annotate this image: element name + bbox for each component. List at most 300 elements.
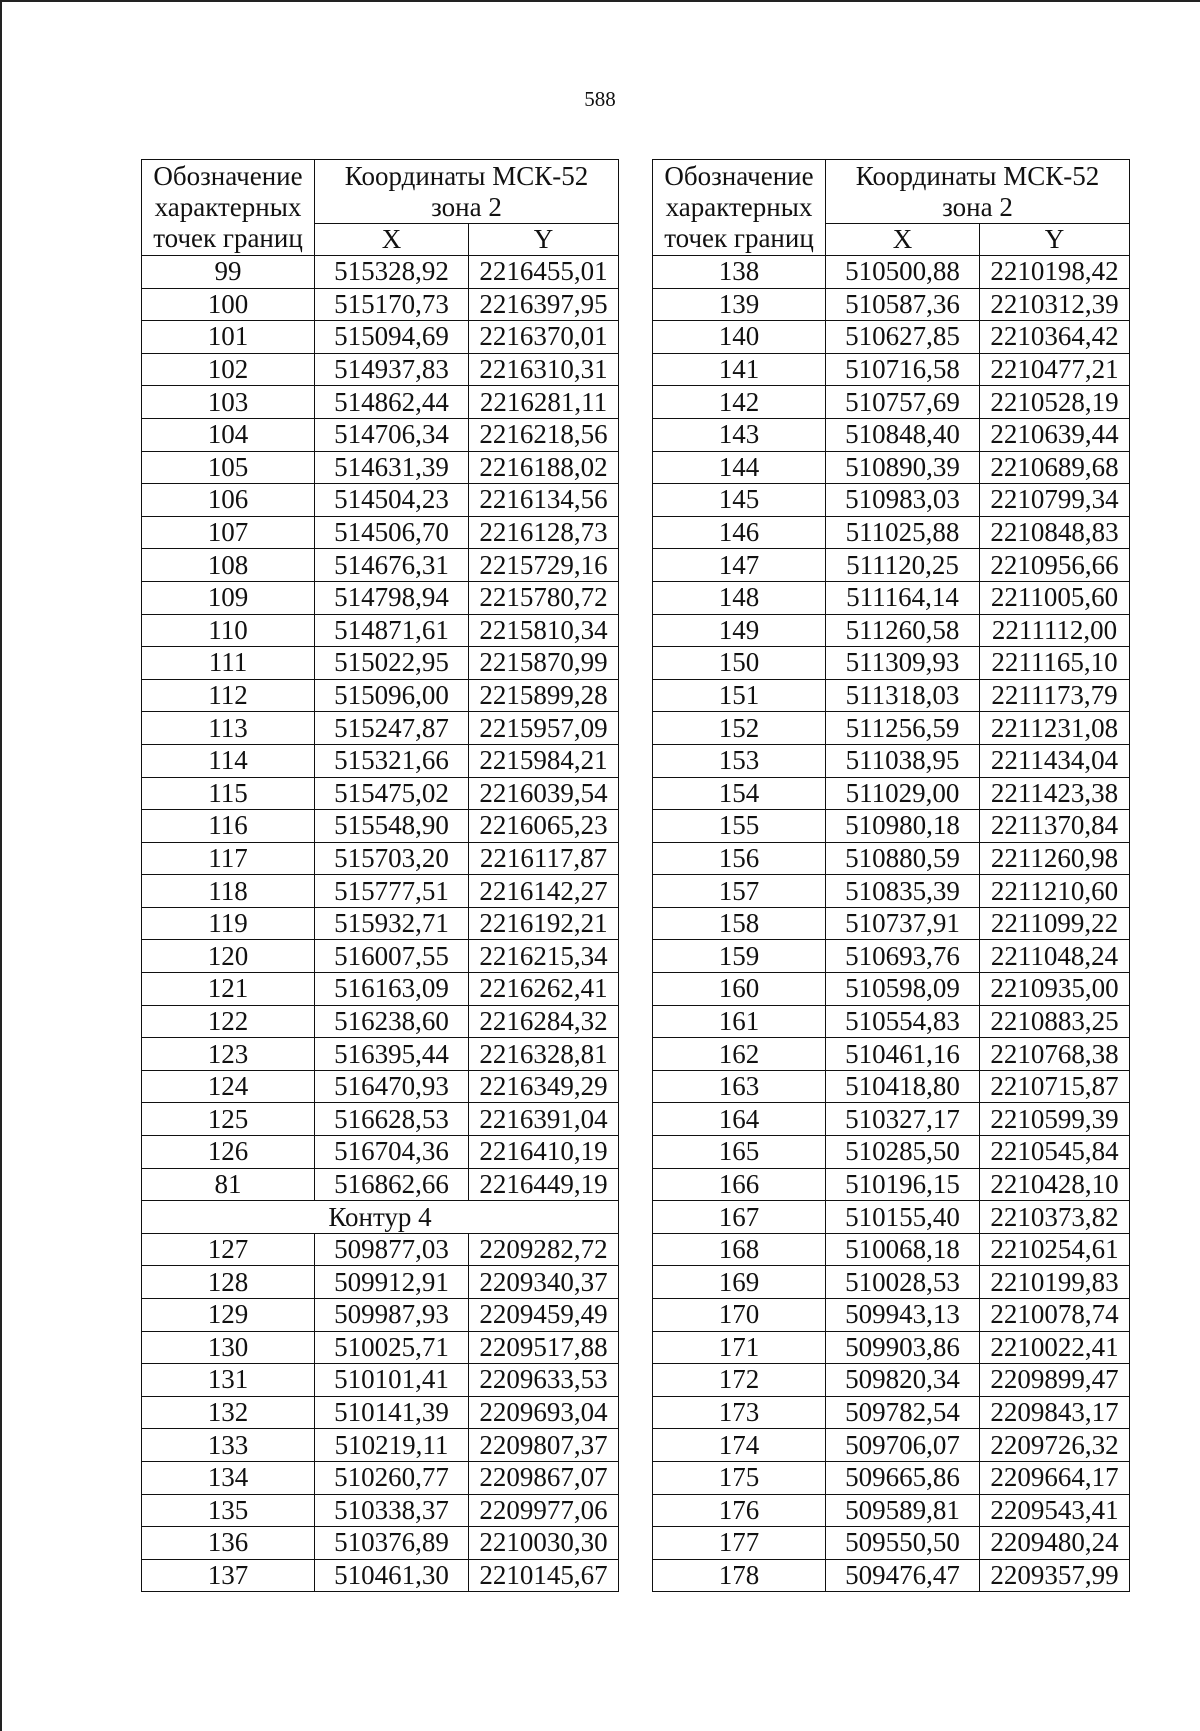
x-coordinate-cell: 515022,95 bbox=[315, 647, 469, 680]
table-body-left bbox=[142, 256, 619, 1592]
x-coordinate-cell: 516470,93 bbox=[315, 1070, 469, 1103]
y-coordinate-cell: 2209726,32 bbox=[980, 1429, 1130, 1462]
x-coordinate-cell: 514862,44 bbox=[315, 386, 469, 419]
table-row bbox=[142, 1364, 619, 1397]
y-coordinate-cell: 2209843,17 bbox=[980, 1396, 1130, 1429]
point-id-cell: 148 bbox=[653, 581, 826, 614]
x-coordinate-cell: 509589,81 bbox=[826, 1494, 980, 1527]
x-coordinate-cell: 516163,09 bbox=[315, 973, 469, 1006]
x-coordinate-cell: 511164,14 bbox=[826, 581, 980, 614]
point-id-cell: 129 bbox=[142, 1299, 315, 1332]
table-row bbox=[142, 1396, 619, 1429]
x-coordinate-cell: 510285,50 bbox=[826, 1136, 980, 1169]
y-coordinate-cell: 2216188,02 bbox=[469, 451, 619, 484]
table-row bbox=[142, 1461, 619, 1494]
point-id-cell: 108 bbox=[142, 549, 315, 582]
x-coordinate-cell: 510260,77 bbox=[315, 1461, 469, 1494]
point-id-cell: 177 bbox=[653, 1527, 826, 1560]
header-x: X bbox=[826, 224, 980, 256]
point-id-cell: 141 bbox=[653, 353, 826, 386]
y-coordinate-cell: 2216449,19 bbox=[469, 1168, 619, 1201]
y-coordinate-cell: 2209480,24 bbox=[980, 1527, 1130, 1560]
point-id-cell: 110 bbox=[142, 614, 315, 647]
x-coordinate-cell: 510890,39 bbox=[826, 451, 980, 484]
table-row bbox=[142, 1494, 619, 1527]
table-row bbox=[142, 973, 619, 1006]
point-id-cell: 146 bbox=[653, 516, 826, 549]
x-coordinate-cell: 510737,91 bbox=[826, 907, 980, 940]
x-coordinate-cell: 510587,36 bbox=[826, 288, 980, 321]
x-coordinate-cell: 511260,58 bbox=[826, 614, 980, 647]
point-id-cell: 158 bbox=[653, 907, 826, 940]
y-coordinate-cell: 2210768,38 bbox=[980, 1038, 1130, 1071]
y-coordinate-cell: 2216328,81 bbox=[469, 1038, 619, 1071]
table-row bbox=[142, 712, 619, 745]
x-coordinate-cell: 510757,69 bbox=[826, 386, 980, 419]
y-coordinate-cell: 2216349,29 bbox=[469, 1070, 619, 1103]
point-id-cell: 101 bbox=[142, 321, 315, 354]
point-id-cell: 135 bbox=[142, 1494, 315, 1527]
y-coordinate-cell: 2209357,99 bbox=[980, 1559, 1130, 1592]
x-coordinate-cell: 510716,58 bbox=[826, 353, 980, 386]
y-coordinate-cell: 2211005,60 bbox=[980, 581, 1130, 614]
x-coordinate-cell: 514676,31 bbox=[315, 549, 469, 582]
table-row bbox=[653, 451, 1130, 484]
x-coordinate-cell: 516007,55 bbox=[315, 940, 469, 973]
table-row bbox=[653, 777, 1130, 810]
table-row bbox=[653, 321, 1130, 354]
y-coordinate-cell: 2216192,21 bbox=[469, 907, 619, 940]
table-row bbox=[653, 1136, 1130, 1169]
point-id-cell: 170 bbox=[653, 1299, 826, 1332]
x-coordinate-cell: 511120,25 bbox=[826, 549, 980, 582]
table-row bbox=[142, 581, 619, 614]
y-coordinate-cell: 2210599,39 bbox=[980, 1103, 1130, 1136]
y-coordinate-cell: 2210799,34 bbox=[980, 484, 1130, 517]
table-row bbox=[653, 744, 1130, 777]
y-coordinate-cell: 2216218,56 bbox=[469, 418, 619, 451]
table-row bbox=[142, 1527, 619, 1560]
point-id-cell: 147 bbox=[653, 549, 826, 582]
y-coordinate-cell: 2215810,34 bbox=[469, 614, 619, 647]
point-id-cell: 102 bbox=[142, 353, 315, 386]
x-coordinate-cell: 511318,03 bbox=[826, 679, 980, 712]
table-row bbox=[142, 321, 619, 354]
y-coordinate-cell: 2210078,74 bbox=[980, 1299, 1130, 1332]
x-coordinate-cell: 515170,73 bbox=[315, 288, 469, 321]
x-coordinate-cell: 511256,59 bbox=[826, 712, 980, 745]
table-row bbox=[653, 810, 1130, 843]
table-row bbox=[653, 1005, 1130, 1038]
y-coordinate-cell: 2209340,37 bbox=[469, 1266, 619, 1299]
table-row bbox=[142, 288, 619, 321]
point-id-cell: 167 bbox=[653, 1201, 826, 1234]
y-coordinate-cell: 2216128,73 bbox=[469, 516, 619, 549]
y-coordinate-cell: 2210312,39 bbox=[980, 288, 1130, 321]
point-id-cell: 119 bbox=[142, 907, 315, 940]
x-coordinate-cell: 510835,39 bbox=[826, 875, 980, 908]
table-row bbox=[142, 744, 619, 777]
table-row bbox=[653, 353, 1130, 386]
point-id-cell: 128 bbox=[142, 1266, 315, 1299]
point-id-cell: 105 bbox=[142, 451, 315, 484]
y-coordinate-cell: 2216281,11 bbox=[469, 386, 619, 419]
y-coordinate-cell: 2211099,22 bbox=[980, 907, 1130, 940]
x-coordinate-cell: 516704,36 bbox=[315, 1136, 469, 1169]
x-coordinate-cell: 509912,91 bbox=[315, 1266, 469, 1299]
point-id-cell: 145 bbox=[653, 484, 826, 517]
header-point-designation bbox=[653, 160, 826, 256]
table-row bbox=[653, 907, 1130, 940]
point-id-cell: 156 bbox=[653, 842, 826, 875]
x-coordinate-cell: 510219,11 bbox=[315, 1429, 469, 1462]
y-coordinate-cell: 2211434,04 bbox=[980, 744, 1130, 777]
table-row bbox=[142, 1136, 619, 1169]
x-coordinate-cell: 515932,71 bbox=[315, 907, 469, 940]
table-row bbox=[653, 614, 1130, 647]
table-row bbox=[653, 516, 1130, 549]
y-coordinate-cell: 2216310,31 bbox=[469, 353, 619, 386]
header-coordinates bbox=[315, 160, 619, 224]
point-id-cell: 162 bbox=[653, 1038, 826, 1071]
point-id-cell: 130 bbox=[142, 1331, 315, 1364]
x-coordinate-cell: 510338,37 bbox=[315, 1494, 469, 1527]
x-coordinate-cell: 515548,90 bbox=[315, 810, 469, 843]
table-row bbox=[653, 1461, 1130, 1494]
y-coordinate-cell: 2211370,84 bbox=[980, 810, 1130, 843]
point-id-cell: 81 bbox=[142, 1168, 315, 1201]
x-coordinate-cell: 515247,87 bbox=[315, 712, 469, 745]
point-id-cell: 178 bbox=[653, 1559, 826, 1592]
header-point-line: Обозначение bbox=[153, 161, 303, 191]
point-id-cell: 169 bbox=[653, 1266, 826, 1299]
table-row bbox=[142, 1168, 619, 1201]
x-coordinate-cell: 510196,15 bbox=[826, 1168, 980, 1201]
header-coord-line: Координаты МСК-52 bbox=[344, 160, 589, 191]
table-row bbox=[653, 973, 1130, 1006]
point-id-cell: 123 bbox=[142, 1038, 315, 1071]
table-row bbox=[142, 1070, 619, 1103]
table-row bbox=[142, 1038, 619, 1071]
y-coordinate-cell: 2216117,87 bbox=[469, 842, 619, 875]
header-coord-line: Координаты МСК-52 bbox=[855, 160, 1100, 191]
point-id-cell: 116 bbox=[142, 810, 315, 843]
point-id-cell: 166 bbox=[653, 1168, 826, 1201]
table-row bbox=[142, 679, 619, 712]
table-row bbox=[653, 712, 1130, 745]
table-row bbox=[142, 1005, 619, 1038]
table-row bbox=[142, 1559, 619, 1592]
header-y: Y bbox=[980, 224, 1130, 256]
point-id-cell: 139 bbox=[653, 288, 826, 321]
point-id-cell: 164 bbox=[653, 1103, 826, 1136]
y-coordinate-cell: 2215984,21 bbox=[469, 744, 619, 777]
x-coordinate-cell: 509782,54 bbox=[826, 1396, 980, 1429]
table-row bbox=[142, 614, 619, 647]
y-coordinate-cell: 2209977,06 bbox=[469, 1494, 619, 1527]
y-coordinate-cell: 2210883,25 bbox=[980, 1005, 1130, 1038]
y-coordinate-cell: 2211231,08 bbox=[980, 712, 1130, 745]
x-coordinate-cell: 510983,03 bbox=[826, 484, 980, 517]
table-row bbox=[142, 418, 619, 451]
table-row bbox=[653, 1429, 1130, 1462]
y-coordinate-cell: 2211048,24 bbox=[980, 940, 1130, 973]
y-coordinate-cell: 2209459,49 bbox=[469, 1299, 619, 1332]
x-coordinate-cell: 510141,39 bbox=[315, 1396, 469, 1429]
y-coordinate-cell: 2210956,66 bbox=[980, 549, 1130, 582]
y-coordinate-cell: 2210030,30 bbox=[469, 1527, 619, 1560]
y-coordinate-cell: 2216215,34 bbox=[469, 940, 619, 973]
x-coordinate-cell: 509550,50 bbox=[826, 1527, 980, 1560]
x-coordinate-cell: 509903,86 bbox=[826, 1331, 980, 1364]
x-coordinate-cell: 514706,34 bbox=[315, 418, 469, 451]
x-coordinate-cell: 515475,02 bbox=[315, 777, 469, 810]
table-row bbox=[653, 679, 1130, 712]
point-id-cell: 159 bbox=[653, 940, 826, 973]
point-id-cell: 138 bbox=[653, 256, 826, 289]
x-coordinate-cell: 515703,20 bbox=[315, 842, 469, 875]
point-id-cell: 131 bbox=[142, 1364, 315, 1397]
table-row bbox=[653, 875, 1130, 908]
x-coordinate-cell: 515096,00 bbox=[315, 679, 469, 712]
x-coordinate-cell: 510461,16 bbox=[826, 1038, 980, 1071]
point-id-cell: 171 bbox=[653, 1331, 826, 1364]
table-row bbox=[653, 1168, 1130, 1201]
y-coordinate-cell: 2216397,95 bbox=[469, 288, 619, 321]
y-coordinate-cell: 2210428,10 bbox=[980, 1168, 1130, 1201]
y-coordinate-cell: 2215780,72 bbox=[469, 581, 619, 614]
point-id-cell: 115 bbox=[142, 777, 315, 810]
y-coordinate-cell: 2211210,60 bbox=[980, 875, 1130, 908]
header-point-line: точек границ bbox=[664, 223, 814, 253]
y-coordinate-cell: 2216284,32 bbox=[469, 1005, 619, 1038]
point-id-cell: 173 bbox=[653, 1396, 826, 1429]
y-coordinate-cell: 2216142,27 bbox=[469, 875, 619, 908]
table-row bbox=[142, 810, 619, 843]
y-coordinate-cell: 2209282,72 bbox=[469, 1233, 619, 1266]
point-id-cell: 107 bbox=[142, 516, 315, 549]
x-coordinate-cell: 516862,66 bbox=[315, 1168, 469, 1201]
x-coordinate-cell: 515321,66 bbox=[315, 744, 469, 777]
x-coordinate-cell: 510461,30 bbox=[315, 1559, 469, 1592]
point-id-cell: 153 bbox=[653, 744, 826, 777]
table-row bbox=[653, 418, 1130, 451]
table-row bbox=[653, 581, 1130, 614]
header-point-line: характерных bbox=[665, 192, 813, 222]
table-row bbox=[142, 451, 619, 484]
x-coordinate-cell: 509476,47 bbox=[826, 1559, 980, 1592]
point-id-cell: 172 bbox=[653, 1364, 826, 1397]
table-row bbox=[142, 1299, 619, 1332]
y-coordinate-cell: 2216134,56 bbox=[469, 484, 619, 517]
table-row bbox=[653, 1266, 1130, 1299]
x-coordinate-cell: 510327,17 bbox=[826, 1103, 980, 1136]
point-id-cell: 157 bbox=[653, 875, 826, 908]
y-coordinate-cell: 2211165,10 bbox=[980, 647, 1130, 680]
point-id-cell: 144 bbox=[653, 451, 826, 484]
y-coordinate-cell: 2209517,88 bbox=[469, 1331, 619, 1364]
x-coordinate-cell: 509987,93 bbox=[315, 1299, 469, 1332]
x-coordinate-cell: 514798,94 bbox=[315, 581, 469, 614]
table-row bbox=[142, 516, 619, 549]
table-row bbox=[653, 1201, 1130, 1234]
x-coordinate-cell: 510155,40 bbox=[826, 1201, 980, 1234]
table-row bbox=[653, 1331, 1130, 1364]
x-coordinate-cell: 514506,70 bbox=[315, 516, 469, 549]
table-row bbox=[142, 842, 619, 875]
table-row bbox=[142, 940, 619, 973]
table-body-right bbox=[653, 256, 1130, 1592]
x-coordinate-cell: 515328,92 bbox=[315, 256, 469, 289]
x-coordinate-cell: 514631,39 bbox=[315, 451, 469, 484]
x-coordinate-cell: 515777,51 bbox=[315, 875, 469, 908]
table-row bbox=[142, 1103, 619, 1136]
x-coordinate-cell: 510028,53 bbox=[826, 1266, 980, 1299]
table-row bbox=[653, 940, 1130, 973]
point-id-cell: 168 bbox=[653, 1233, 826, 1266]
y-coordinate-cell: 2210639,44 bbox=[980, 418, 1130, 451]
point-id-cell: 142 bbox=[653, 386, 826, 419]
x-coordinate-cell: 510101,41 bbox=[315, 1364, 469, 1397]
point-id-cell: 117 bbox=[142, 842, 315, 875]
table-row bbox=[653, 256, 1130, 289]
table-row bbox=[653, 842, 1130, 875]
table-row bbox=[653, 484, 1130, 517]
x-coordinate-cell: 510627,85 bbox=[826, 321, 980, 354]
point-id-cell: 163 bbox=[653, 1070, 826, 1103]
y-coordinate-cell: 2210935,00 bbox=[980, 973, 1130, 1006]
point-id-cell: 118 bbox=[142, 875, 315, 908]
point-id-cell: 161 bbox=[653, 1005, 826, 1038]
point-id-cell: 165 bbox=[653, 1136, 826, 1169]
point-id-cell: 152 bbox=[653, 712, 826, 745]
y-coordinate-cell: 2215870,99 bbox=[469, 647, 619, 680]
point-id-cell: 109 bbox=[142, 581, 315, 614]
header-point-line: Обозначение bbox=[664, 161, 814, 191]
point-id-cell: 133 bbox=[142, 1429, 315, 1462]
x-coordinate-cell: 515094,69 bbox=[315, 321, 469, 354]
y-coordinate-cell: 2210715,87 bbox=[980, 1070, 1130, 1103]
point-id-cell: 104 bbox=[142, 418, 315, 451]
point-id-cell: 99 bbox=[142, 256, 315, 289]
header-point-line: точек границ bbox=[153, 223, 303, 253]
y-coordinate-cell: 2216370,01 bbox=[469, 321, 619, 354]
x-coordinate-cell: 514504,23 bbox=[315, 484, 469, 517]
table-row bbox=[653, 1396, 1130, 1429]
x-coordinate-cell: 509820,34 bbox=[826, 1364, 980, 1397]
y-coordinate-cell: 2209807,37 bbox=[469, 1429, 619, 1462]
point-id-cell: 112 bbox=[142, 679, 315, 712]
contour-label: Контур 4 bbox=[142, 1201, 619, 1234]
contour-row bbox=[142, 1201, 619, 1234]
point-id-cell: 134 bbox=[142, 1461, 315, 1494]
header-y: Y bbox=[469, 224, 619, 256]
y-coordinate-cell: 2216391,04 bbox=[469, 1103, 619, 1136]
x-coordinate-cell: 511029,00 bbox=[826, 777, 980, 810]
table-row bbox=[142, 256, 619, 289]
x-coordinate-cell: 510418,80 bbox=[826, 1070, 980, 1103]
y-coordinate-cell: 2209543,41 bbox=[980, 1494, 1130, 1527]
point-id-cell: 160 bbox=[653, 973, 826, 1006]
point-id-cell: 127 bbox=[142, 1233, 315, 1266]
x-coordinate-cell: 510880,59 bbox=[826, 842, 980, 875]
y-coordinate-cell: 2209899,47 bbox=[980, 1364, 1130, 1397]
table-row bbox=[142, 353, 619, 386]
y-coordinate-cell: 2216262,41 bbox=[469, 973, 619, 1006]
point-id-cell: 114 bbox=[142, 744, 315, 777]
x-coordinate-cell: 509706,07 bbox=[826, 1429, 980, 1462]
x-coordinate-cell: 516628,53 bbox=[315, 1103, 469, 1136]
point-id-cell: 121 bbox=[142, 973, 315, 1006]
table-row bbox=[142, 1331, 619, 1364]
point-id-cell: 150 bbox=[653, 647, 826, 680]
table-row bbox=[653, 1559, 1130, 1592]
table-row bbox=[142, 1233, 619, 1266]
table-row bbox=[142, 484, 619, 517]
x-coordinate-cell: 510598,09 bbox=[826, 973, 980, 1006]
y-coordinate-cell: 2210254,61 bbox=[980, 1233, 1130, 1266]
header-coord-line: зона 2 bbox=[431, 191, 502, 222]
y-coordinate-cell: 2210477,21 bbox=[980, 353, 1130, 386]
y-coordinate-cell: 2210545,84 bbox=[980, 1136, 1130, 1169]
coordinates-table-left bbox=[141, 159, 619, 1592]
table-row bbox=[653, 1038, 1130, 1071]
x-coordinate-cell: 516238,60 bbox=[315, 1005, 469, 1038]
x-coordinate-cell: 509665,86 bbox=[826, 1461, 980, 1494]
table-row bbox=[142, 386, 619, 419]
y-coordinate-cell: 2210198,42 bbox=[980, 256, 1130, 289]
point-id-cell: 132 bbox=[142, 1396, 315, 1429]
point-id-cell: 106 bbox=[142, 484, 315, 517]
point-id-cell: 111 bbox=[142, 647, 315, 680]
x-coordinate-cell: 509877,03 bbox=[315, 1233, 469, 1266]
point-id-cell: 140 bbox=[653, 321, 826, 354]
x-coordinate-cell: 514937,83 bbox=[315, 353, 469, 386]
x-coordinate-cell: 510025,71 bbox=[315, 1331, 469, 1364]
point-id-cell: 155 bbox=[653, 810, 826, 843]
y-coordinate-cell: 2215899,28 bbox=[469, 679, 619, 712]
point-id-cell: 124 bbox=[142, 1070, 315, 1103]
table-row bbox=[653, 647, 1130, 680]
x-coordinate-cell: 510500,88 bbox=[826, 256, 980, 289]
table-row bbox=[142, 1429, 619, 1462]
point-id-cell: 103 bbox=[142, 386, 315, 419]
y-coordinate-cell: 2210199,83 bbox=[980, 1266, 1130, 1299]
y-coordinate-cell: 2210145,67 bbox=[469, 1559, 619, 1592]
point-id-cell: 136 bbox=[142, 1527, 315, 1560]
point-id-cell: 175 bbox=[653, 1461, 826, 1494]
y-coordinate-cell: 2211260,98 bbox=[980, 842, 1130, 875]
y-coordinate-cell: 2211112,00 bbox=[980, 614, 1130, 647]
point-id-cell: 126 bbox=[142, 1136, 315, 1169]
table-row bbox=[653, 1299, 1130, 1332]
table-row bbox=[653, 1070, 1130, 1103]
table-row bbox=[142, 777, 619, 810]
y-coordinate-cell: 2210528,19 bbox=[980, 386, 1130, 419]
point-id-cell: 176 bbox=[653, 1494, 826, 1527]
table-row bbox=[653, 1494, 1130, 1527]
point-id-cell: 125 bbox=[142, 1103, 315, 1136]
header-x: X bbox=[315, 224, 469, 256]
y-coordinate-cell: 2210689,68 bbox=[980, 451, 1130, 484]
table-row bbox=[142, 647, 619, 680]
table-row bbox=[653, 1233, 1130, 1266]
point-id-cell: 154 bbox=[653, 777, 826, 810]
x-coordinate-cell: 510980,18 bbox=[826, 810, 980, 843]
point-id-cell: 143 bbox=[653, 418, 826, 451]
y-coordinate-cell: 2216410,19 bbox=[469, 1136, 619, 1169]
x-coordinate-cell: 511025,88 bbox=[826, 516, 980, 549]
